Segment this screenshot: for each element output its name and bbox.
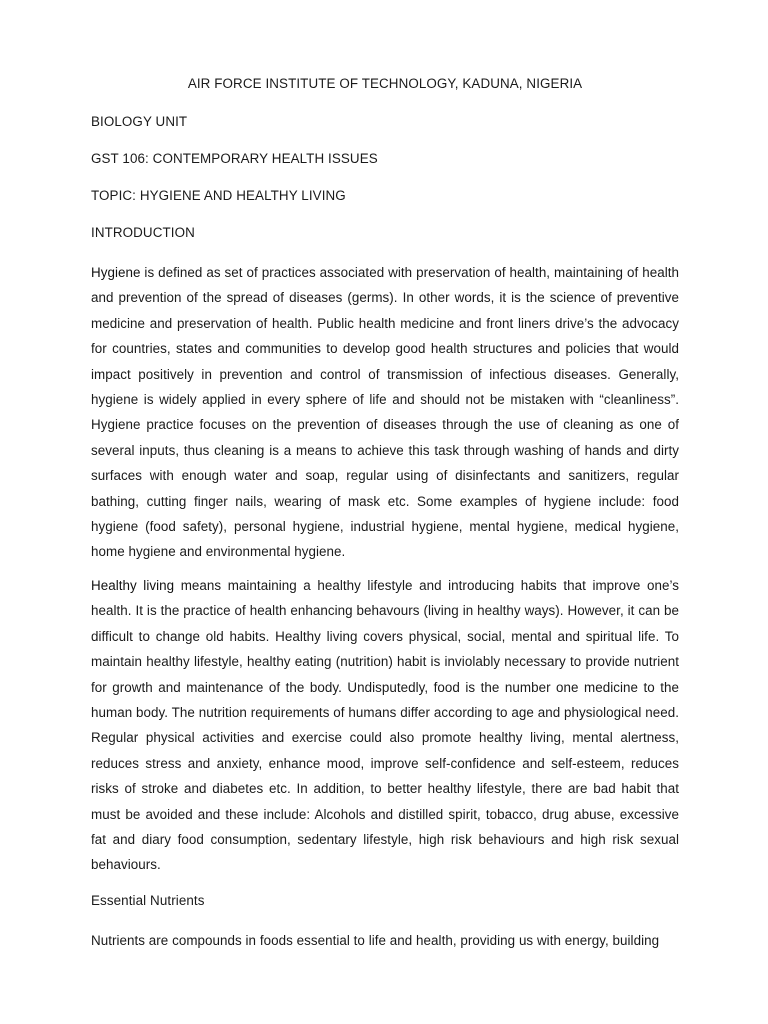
introduction-heading: INTRODUCTION (91, 225, 195, 240)
hygiene-term: Hygiene (91, 265, 141, 280)
hygiene-paragraph (91, 260, 679, 565)
healthy-living-term: Healthy living (91, 577, 175, 593)
unit-heading: BIOLOGY UNIT (91, 114, 188, 129)
healthy-living-paragraph (91, 573, 679, 878)
course-heading: GST 106: CONTEMPORARY HEALTH ISSUES (91, 151, 378, 166)
institution-title: AIR FORCE INSTITUTE OF TECHNOLOGY, KADUNA, NIGERIA (187, 76, 583, 91)
hygiene-text: is defined as set of practices associated with preservation of health, maintaining of health and prevention of the spread of diseases (germs). In other words, it is the science of preventive medicine and preservation of health. Public health medicine and front liners drive’s the advocacy for countries, states and communities to develop good health structures and policies that would impact positively in prevention and control of transmission of infectious diseases. Generally, hygiene is widely applied in every sphere of life and should not be mistaken with “cleanliness”. Hygiene practice focuses on the prevention of diseases through the use of cleaning as one of several inputs, thus cleaning is a means to achieve this task through washing of hands and dirty surfaces with enough water and soap, regular using of disinfectants and sanitizers, regular bathing, cutting finger nails, wearing of mask etc. Some examples of hygiene include: food hygiene (food safety), personal hygiene, industrial hygiene, mental hygiene, medical hygiene, home hygiene and environmental hygiene. (91, 265, 679, 560)
nutrients-paragraph: Nutrients are compounds in foods essential to life and health, providing us with energy, building (91, 932, 660, 948)
essential-nutrients-heading: Essential Nutrients (91, 892, 205, 908)
healthy-living-text: means maintaining a healthy lifestyle and introducing habits that improve one’s health. It is the practice of health enhancing behavours (living in healthy ways). However, it can be difficult to change old habits. Healthy living covers physical, social, mental and spiritual life. To maintain healthy lifestyle, healthy eating (nutrition) habit is inviolably necessary to provide nutrient for growth and maintenance of the body. Undisputedly, food is the number one medicine to the human body. The nutrition requirements of humans differ according to age and physiological need. Regular physical activities and exercise could also promote healthy living, mental alertness, reduces stress and anxiety, enhance mood, improve self-confidence and self-esteem, reduces risks of stroke and diabetes etc. In addition, to better healthy lifestyle, there are bad habit that must be avoided and these include: Alcohols and distilled spirit, tobacco, drug abuse, excessive fat and diary food consumption, sedentary lifestyle, high risk behaviours and high risk sexual behaviours. (91, 577, 679, 873)
document-page (91, 74, 679, 953)
topic-heading: TOPIC: HYGIENE AND HEALTHY LIVING (91, 188, 346, 203)
